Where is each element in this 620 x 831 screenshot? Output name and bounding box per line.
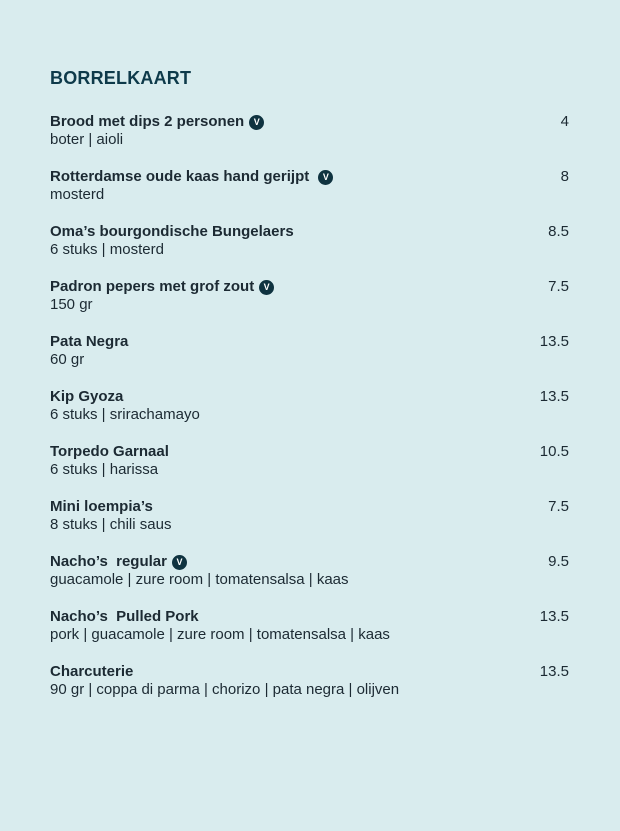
item-description: boter | aioli <box>50 131 124 148</box>
menu-item <box>50 112 569 167</box>
menu-item <box>50 332 569 387</box>
item-price: 13.5 <box>539 388 569 405</box>
item-description: mosterd <box>50 186 105 203</box>
menu-list <box>50 112 569 717</box>
menu-item <box>50 552 569 607</box>
vegetarian-icon: V <box>318 170 333 185</box>
item-price: 10.5 <box>539 443 569 460</box>
menu-item <box>50 607 569 662</box>
menu-title: BORRELKAART <box>50 68 192 88</box>
menu-item <box>50 222 569 277</box>
item-description: pork | guacamole | zure room | tomatensalsa | kaas <box>50 626 390 643</box>
vegetarian-icon: V <box>259 280 274 295</box>
item-price: 9.5 <box>548 553 569 570</box>
menu-item <box>50 167 569 222</box>
item-price: 8.5 <box>548 223 569 240</box>
item-description: 6 stuks | harissa <box>50 461 159 478</box>
vegetarian-icon: V <box>249 115 264 130</box>
menu-item <box>50 387 569 442</box>
item-name: Oma’s bourgondische Bungelaers <box>50 223 294 240</box>
item-description: 150 gr <box>50 296 93 313</box>
item-name: Kip Gyoza <box>50 388 124 405</box>
item-price: 8 <box>560 168 569 185</box>
item-name: Padron pepers met grof zout <box>50 278 255 295</box>
item-price: 4 <box>560 113 569 130</box>
menu-item <box>50 442 569 497</box>
item-price: 7.5 <box>548 498 569 515</box>
item-description: 8 stuks | chili saus <box>50 516 172 533</box>
menu-item <box>50 497 569 552</box>
item-description: 60 gr <box>50 351 85 368</box>
item-description: guacamole | zure room | tomatensalsa | kaas <box>50 571 349 588</box>
item-name: Mini loempia’s <box>50 498 153 515</box>
item-name: Brood met dips 2 personen <box>50 113 245 130</box>
item-name: Nacho’s Pulled Pork <box>50 608 199 625</box>
item-description: 90 gr | coppa di parma | chorizo | pata negra | olijven <box>50 681 400 698</box>
item-price: 13.5 <box>539 333 569 350</box>
item-name: Rotterdamse oude kaas hand gerijpt <box>50 168 314 185</box>
item-description: 6 stuks | srirachamayo <box>50 406 200 423</box>
item-description: 6 stuks | mosterd <box>50 241 164 258</box>
vegetarian-icon: V <box>172 555 187 570</box>
item-price: 13.5 <box>539 663 569 680</box>
item-name: Nacho’s regular <box>50 553 167 570</box>
item-name: Charcuterie <box>50 663 134 680</box>
item-name: Pata Negra <box>50 333 129 350</box>
menu-item <box>50 662 569 717</box>
menu-item <box>50 277 569 332</box>
item-price: 7.5 <box>548 278 569 295</box>
item-name: Torpedo Garnaal <box>50 443 169 460</box>
item-price: 13.5 <box>539 608 569 625</box>
